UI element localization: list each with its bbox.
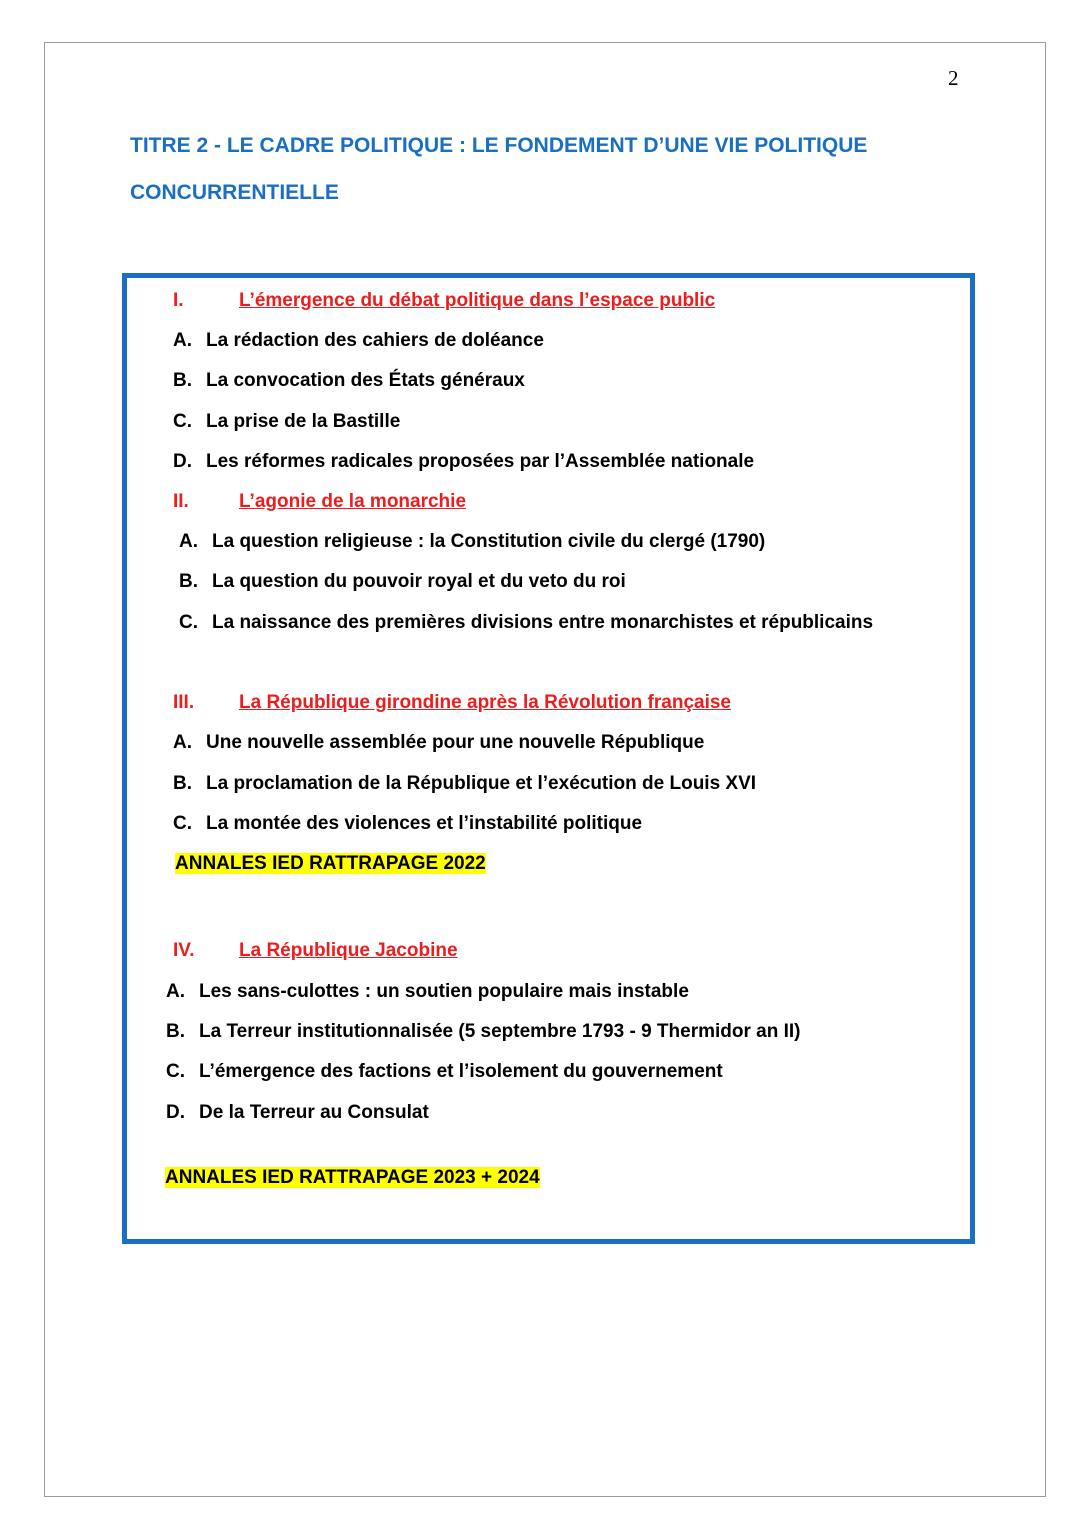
outline-item — [173, 410, 400, 434]
annales-note — [165, 1166, 540, 1190]
item-text: Les sans-culottes : un soutien populaire mais instable — [199, 981, 689, 1002]
annales-label: ANNALES IED RATTRAPAGE 2023 + 2024 — [165, 1167, 540, 1188]
outline-item — [179, 611, 873, 635]
outline-item — [173, 772, 756, 796]
page-number: 2 — [948, 66, 959, 90]
item-letter: C. — [179, 612, 198, 633]
item-text: Une nouvelle assemblée pour une nouvelle République — [206, 732, 705, 753]
item-letter: C. — [166, 1061, 185, 1082]
outline-item — [179, 530, 765, 554]
item-text: La convocation des États généraux — [206, 370, 525, 391]
item-letter: B. — [173, 773, 192, 794]
item-letter: B. — [166, 1021, 185, 1042]
page-title-line-1: TITRE 2 - LE CADRE POLITIQUE : LE FONDEMENT D’UNE VIE POLITIQUE — [130, 134, 868, 157]
item-letter: B. — [173, 370, 192, 391]
outline-item — [173, 450, 754, 474]
item-text: La question religieuse : la Constitution civile du clergé (1790) — [212, 531, 766, 552]
item-letter: C. — [173, 813, 192, 834]
item-letter: D. — [166, 1102, 185, 1123]
item-letter: C. — [173, 411, 192, 432]
outline-item — [166, 1060, 723, 1084]
item-letter: A. — [173, 732, 192, 753]
item-letter: A. — [173, 330, 192, 351]
section-heading-1 — [173, 289, 715, 313]
section-numeral: IV. — [173, 940, 195, 961]
outline-item — [166, 980, 689, 1004]
outline-item — [166, 1020, 800, 1044]
page-title-line-2: CONCURRENTIELLE — [130, 181, 339, 204]
outline-item — [173, 369, 525, 393]
annales-label: ANNALES IED RATTRAPAGE 2022 — [175, 853, 486, 874]
outline-item — [166, 1101, 429, 1125]
item-text: De la Terreur au Consulat — [199, 1102, 429, 1123]
item-letter: A. — [179, 531, 198, 552]
item-letter: A. — [166, 981, 185, 1002]
item-letter: B. — [179, 571, 198, 592]
section-heading-4 — [173, 939, 458, 963]
item-text: La montée des violences et l’instabilité politique — [206, 813, 643, 834]
section-title: La République Jacobine — [239, 940, 458, 961]
section-numeral: II. — [173, 491, 189, 512]
outline-item — [173, 812, 642, 836]
item-text: L’émergence des factions et l’isolement du gouvernement — [199, 1061, 723, 1082]
outline-item — [179, 570, 626, 594]
outline-item — [173, 731, 704, 755]
section-title: L’agonie de la monarchie — [239, 491, 467, 512]
section-title: La République girondine après la Révolution française — [239, 692, 731, 713]
item-text: Les réformes radicales proposées par l’Assemblée nationale — [206, 451, 755, 472]
section-heading-3 — [173, 691, 731, 715]
item-text: La naissance des premières divisions entre monarchistes et républicains — [212, 612, 874, 633]
item-text: La rédaction des cahiers de doléance — [206, 330, 544, 351]
section-title: L’émergence du débat politique dans l’espace public — [239, 290, 716, 311]
item-text: La Terreur institutionnalisée (5 septembre 1793 - 9 Thermidor an II) — [199, 1021, 801, 1042]
item-text: La proclamation de la République et l’exécution de Louis XVI — [206, 773, 757, 794]
item-letter: D. — [173, 451, 192, 472]
item-text: La prise de la Bastille — [206, 411, 401, 432]
section-heading-2 — [173, 490, 466, 514]
section-numeral: I. — [173, 290, 184, 311]
item-text: La question du pouvoir royal et du veto du roi — [212, 571, 626, 592]
annales-note — [175, 852, 486, 876]
outline-item — [173, 329, 544, 353]
section-numeral: III. — [173, 692, 195, 713]
